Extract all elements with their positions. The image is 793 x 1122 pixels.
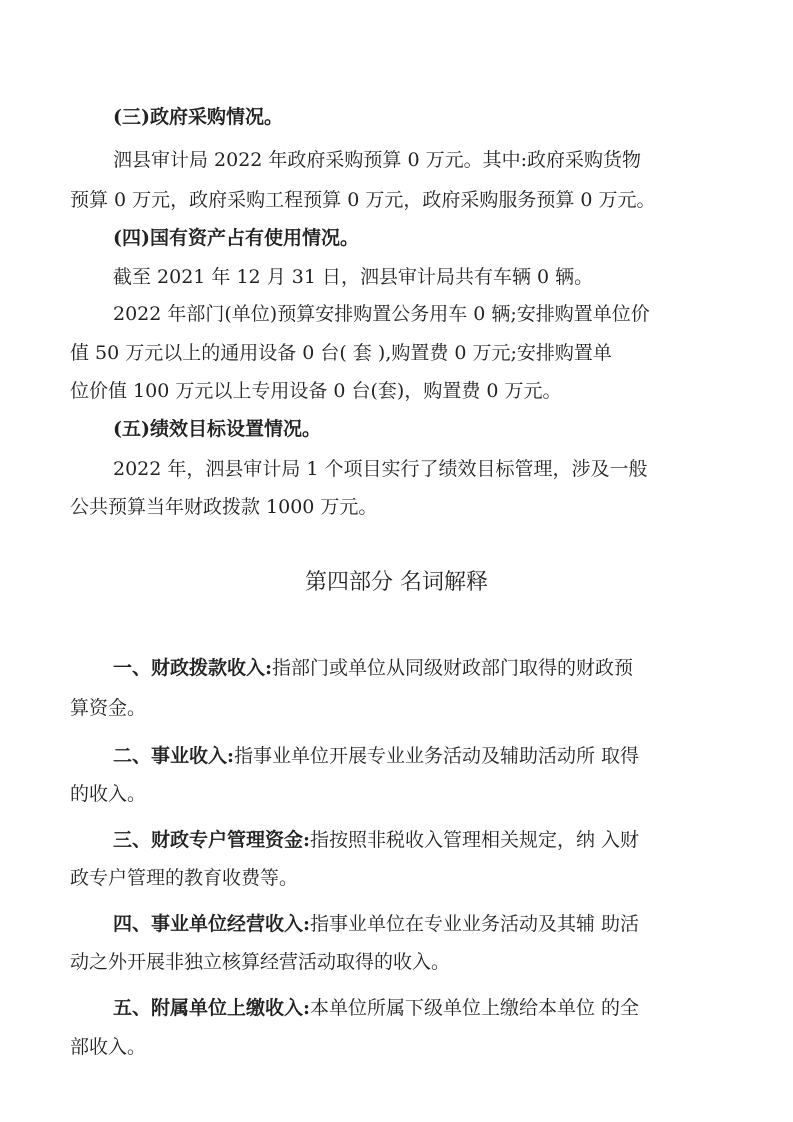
term-continuation: 动之外开展非独立核算经营活动取得的收入。 [70, 951, 451, 973]
paragraph-line: 2022 年，泗县审计局 1 个项目实行了绩效目标管理，涉及一般 [113, 458, 648, 480]
term-continuation: 算资金。 [70, 697, 147, 719]
term-line [113, 657, 633, 679]
section-title-procurement: (三)政府采购情况。 [113, 106, 283, 128]
paragraph-line: 公共预算当年财政拨款 1000 万元。 [70, 496, 378, 518]
section-title-assets: (四)国有资产占有使用情况。 [113, 227, 359, 249]
term-definition: 本单位所属下级单位上缴给本单位 的全 [310, 997, 640, 1019]
term-label: 一、财政拨款收入: [113, 657, 273, 679]
paragraph-line: 泗县审计局 2022 年政府采购预算 0 万元。其中:政府采购货物 [113, 149, 642, 171]
term-continuation: 政专户管理的教育收费等。 [70, 867, 299, 889]
term-line [113, 829, 639, 851]
paragraph-line: 预算 0 万元，政府采购工程预算 0 万元，政府采购服务预算 0 万元。 [70, 189, 656, 211]
term-continuation: 部收入。 [70, 1036, 147, 1058]
paragraph-line: 截至 2021 年 12 月 31 日，泗县审计局共有车辆 0 辆。 [113, 266, 594, 288]
term-definition: 指部门或单位从同级财政部门取得的财政预 [272, 657, 634, 679]
term-line [113, 913, 639, 935]
paragraph-line: 位价值 100 万元以上专用设备 0 台(套)，购置费 0 万元。 [70, 380, 562, 402]
paragraph-line: 2022 年部门(单位)预算安排购置公务用车 0 辆;安排购置单位价 [113, 303, 650, 325]
paragraph-line: 值 50 万元以上的通用设备 0 台( 套 ),购置费 0 万元;安排购置单 [70, 342, 612, 364]
part-heading: 第四部分 名词解释 [305, 570, 488, 595]
term-label: 五、附属单位上缴收入: [113, 997, 311, 1019]
term-continuation: 的收入。 [70, 783, 147, 805]
term-label: 三、财政专户管理资金: [113, 829, 311, 851]
term-definition: 指事业单位在专业业务活动及其辅 助活 [310, 913, 640, 935]
section-title-performance: (五)绩效目标设置情况。 [113, 418, 321, 440]
term-line [113, 997, 639, 1019]
term-label: 四、事业单位经营收入: [113, 913, 311, 935]
term-definition: 指事业单位开展专业业务活动及辅助活动所 取得 [234, 745, 640, 767]
term-label: 二、事业收入: [113, 745, 235, 767]
term-definition: 指按照非税收入管理相关规定，纳 入财 [310, 829, 640, 851]
term-line [113, 745, 639, 767]
